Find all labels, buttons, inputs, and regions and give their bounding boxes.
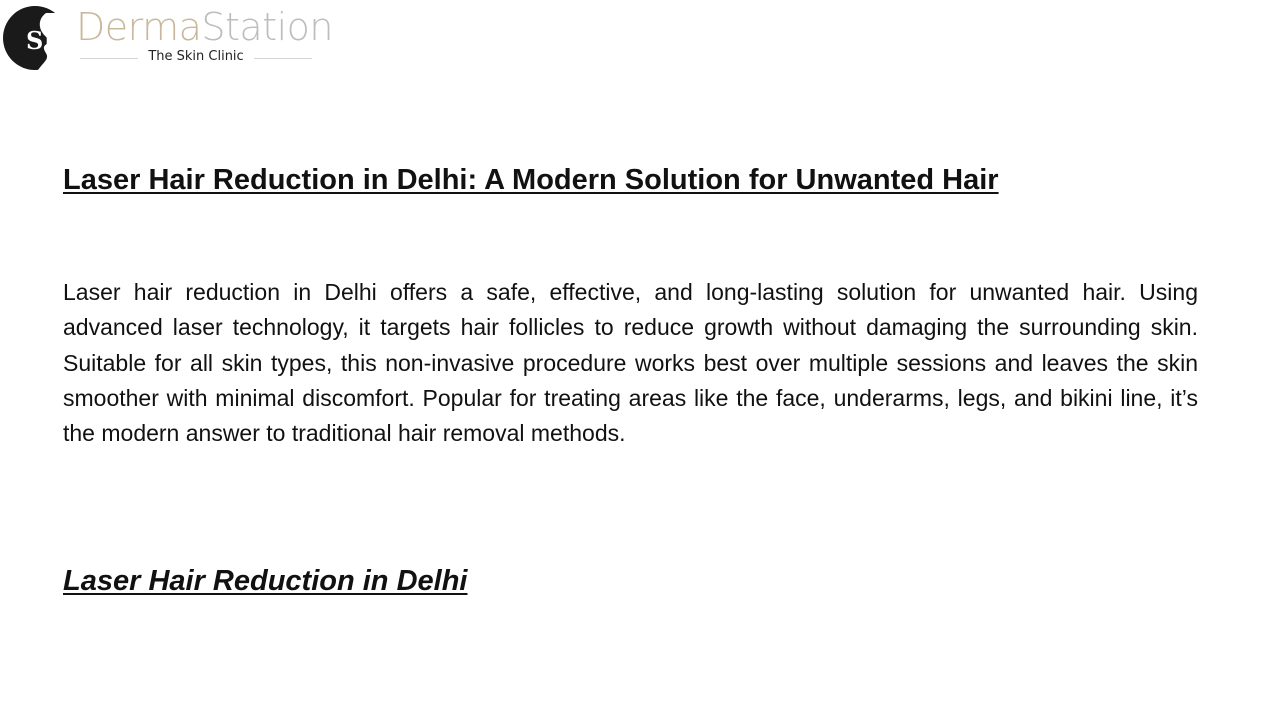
brand-tagline-row — [80, 48, 312, 66]
brand-logo — [0, 0, 334, 76]
brand-name-part-b: Station — [201, 5, 334, 49]
article-body: Laser hair reduction in Delhi offers a safe, effective, and long-lasting solution for unwanted hair. Using advanced laser technology, it targets hair follicles to reduce growth without damaging the surrounding skin. Suitable for all skin types, this non-invasive procedure works best over multiple sessions and leaves the skin smoother with minimal discomfort. Popular for treating areas like the face, underarms, legs, and bikini line, it’s the modern answer to traditional hair removal methods. — [63, 279, 1198, 447]
logo-mark-letters: SD — [26, 26, 65, 55]
brand-name — [76, 4, 333, 50]
tagline-divider-right — [254, 58, 312, 59]
laser-hair-reduction-link[interactable]: Laser Hair Reduction in Delhi — [63, 565, 468, 597]
face-profile-logo-icon — [2, 5, 68, 71]
brand-tagline: The Skin Clinic — [148, 49, 244, 64]
brand-name-part-a: Derma — [76, 5, 202, 49]
page-title: Laser Hair Reduction in Delhi: A Modern Solution for Unwanted Hair — [63, 164, 999, 196]
